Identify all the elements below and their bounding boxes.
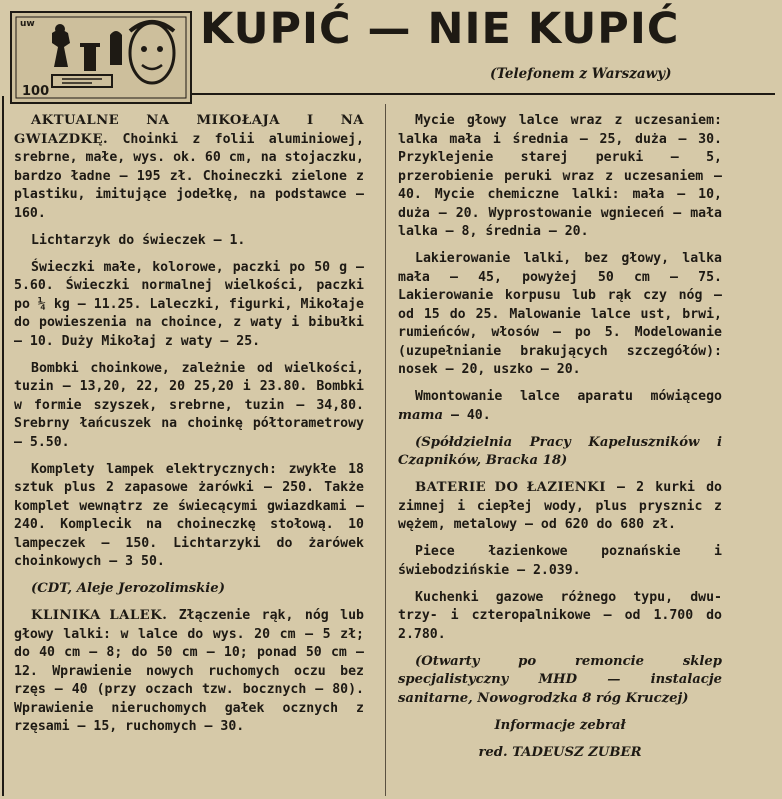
paragraph-heaters: Piece łazienkowe poznańskie i świebodzińskie — 2.039. [398,544,722,578]
paragraph-christmas [14,112,364,223]
logo-number: 100 [22,84,50,99]
column-divider [385,104,386,796]
section-heading: BATERIE DO ŁAZIENKI [415,480,606,495]
dateline: (Telefonem z Warszawy) [490,66,672,82]
left-column [14,112,364,745]
paragraph-doll-clinic [14,607,364,737]
paragraph-lights: Komplety lampek elektrycznych: zwykłe 18 sztuk plus 2 zapasowe żarówki — 250. Także komplet wewnątrz ze świecącymi gwiazdkami — 240. Komplecik na choineczkę stołową. 10 lampeczek — 150. Lichtarzyki do żarówek choinkowych — 3 50. [14,461,364,569]
paragraph-doll-lacquer: Lakierowanie lalki, bez głowy, lalka mała — 45, powyżej 50 cm — 75. Lakierowanie korpusu lub rąk czy nóg — od 15 do 25. Malowanie lalce ust, brwi, rumieńców, włosów — po 5. Modelowanie (uzupełnianie brakujących szczegółów): nosek — 20, uszko — 20. [398,251,722,377]
paragraph-text: — 2 kurki do zimnej i ciepłej wody, plus prysznic z wężem, metalowy — od 620 do 680 zł. [398,480,723,532]
header-rule [190,93,775,95]
author-byline: red. TADEUSZ ZUBER [478,744,642,760]
left-border-rule [2,96,4,796]
paragraph-candles: Świeczki małe, kolorowe, paczki po 50 g — 5.60. Świeczki normalnej wielkości, paczki po ¼ kg — 11.25. Laleczki, figurki, Mikołaje do powieszenia na choince, z waty i bibułki — 10. Duży Mikołaj z waty — 25. [14,259,364,349]
paragraph-voice-box [398,388,722,425]
paragraph-text: Wmontowanie lalce aparatu mówiącego [415,389,722,404]
credit-line: Informacje zebrał [494,717,626,733]
section-heading: KLINIKA LALEK. [31,608,168,623]
paragraph-doll-hair: Mycie głowy lalce wraz z uczesaniem: lalka mała i średnia — 25, duża — 30. Przyklejenie starej peruki — 5, przerobienie peruki wraz z uczesaniem — 40. Mycie chemiczne lalki: mała — 10, duża — 20. Wyprostowanie wgnieceń — mała lalka — 8, średnia — 20. [398,113,722,239]
paragraph-text: — 40. [443,407,491,423]
paragraph-baubles: Bombki choinkowe, zależnie od wielkości, tuzin — 13,20, 22, 20 25,20 i 23.80. Bombki w formie szyszek, srebrne, tuzin — 34,80. Srebrny łańcuszek na choinkę półtorametrowy — 5.50. [14,360,364,450]
column-logo [10,11,192,104]
italic-word: mama [398,407,443,423]
paragraph-bath-taps [398,479,722,535]
page-title: KUPIĆ — NIE KUPIĆ [200,4,680,54]
paragraph-candlestick: Lichtarzyk do świeczek — 1. [31,232,246,248]
logo-top-label: uw [20,19,35,29]
paragraph-text: Choinki z folii aluminiowej, srebrne, małe, wys. ok. 60 cm, na stojaczku, bardzo ładne — 195 zł. Choineczki zielone z plastiku, imitujące jodełkę, na podstawce — 160. [14,131,364,221]
paragraph-gas-cookers: Kuchenki gazowe różnego typu, dwu- trzy- i czteropalnikowe — od 1.700 do 2.780. [398,589,722,642]
paragraph-text: Złączenie rąk, nóg lub głowy lalki: w lalce do wys. 20 cm — 5 zł; do 40 cm — 8; do 50 cm — 10; ponad 50 cm — 12. Wprawienie nowych ruchomych oczu bez rzęs — 40 (przy oczach tzw. bocznych — 80). Wprawienie nieruchomych gałek ocznych z rzęsami — 15, ruchomych — 30. [14,608,364,734]
section-heading: AKTUALNE NA MIKOŁAJA I NA GWIAZDKĘ. [14,113,364,147]
right-column [398,112,722,771]
source-note: (CDT, Aleje Jerozolimskie) [31,581,225,596]
source-note: (Otwarty po remoncie sklep specjalistyczny MHD — instalacje sanitarne, Nowogrodzka 8 róg Kruczej) [398,653,722,706]
source-note: (Spółdzielnia Pracy Kapeluszników i Czapników, Bracka 18) [398,434,722,468]
